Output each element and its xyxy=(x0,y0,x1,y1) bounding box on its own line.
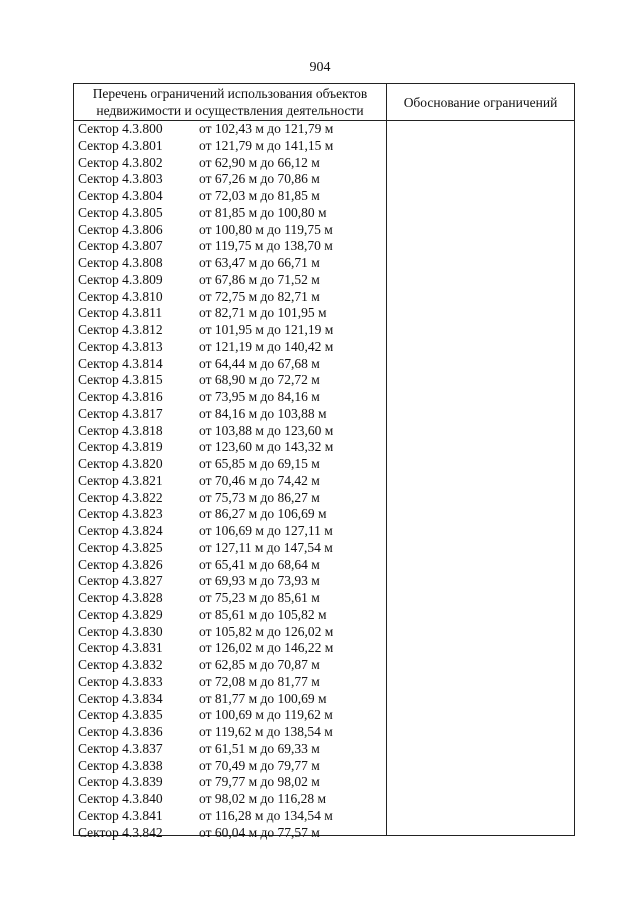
sector-name: Сектор 4.3.840 xyxy=(78,791,163,806)
table-row xyxy=(74,439,386,456)
sector-name: Сектор 4.3.807 xyxy=(78,238,163,254)
table-row xyxy=(74,473,386,490)
table-row xyxy=(74,423,386,440)
sector-name: Сектор 4.3.837 xyxy=(78,740,163,756)
table-row xyxy=(74,624,386,641)
sector-name: Сектор 4.3.842 xyxy=(78,824,163,840)
sector-range: от 101,95 м до 121,19 м xyxy=(199,322,334,337)
sector-range: от 105,82 м до 126,02 м xyxy=(199,623,334,639)
sector-range: от 116,28 м до 134,54 м xyxy=(199,807,333,823)
table-row xyxy=(74,456,386,473)
sector-name: Сектор 4.3.836 xyxy=(78,724,163,739)
table-header xyxy=(74,84,574,121)
table-row xyxy=(74,674,386,691)
table-row xyxy=(74,305,386,322)
table-body xyxy=(74,121,386,841)
table-row xyxy=(74,557,386,574)
table-row xyxy=(74,506,386,523)
sector-name: Сектор 4.3.820 xyxy=(78,456,163,471)
column-divider xyxy=(386,120,387,836)
sector-name: Сектор 4.3.818 xyxy=(78,422,163,438)
sector-name: Сектор 4.3.805 xyxy=(78,204,163,220)
table-row xyxy=(74,322,386,339)
sector-name: Сектор 4.3.839 xyxy=(78,774,163,790)
table-row xyxy=(74,707,386,724)
sector-name: Сектор 4.3.822 xyxy=(78,489,163,505)
sector-range: от 75,73 м до 86,27 м xyxy=(199,489,320,505)
sector-range: от 68,90 м до 72,72 м xyxy=(199,372,320,388)
table-row xyxy=(74,825,386,842)
sector-range: от 85,61 м до 105,82 м xyxy=(199,606,327,622)
restrictions-table xyxy=(73,83,575,840)
sector-range: от 72,08 м до 81,77 м xyxy=(199,673,320,689)
page-number: 904 xyxy=(309,60,331,75)
sector-name: Сектор 4.3.808 xyxy=(78,255,163,270)
sector-name: Сектор 4.3.830 xyxy=(78,623,163,639)
table-row xyxy=(74,205,386,222)
sector-range: от 119,75 м до 138,70 м xyxy=(199,238,333,254)
table-row xyxy=(74,238,386,255)
sector-range: от 62,85 м до 70,87 м xyxy=(199,657,320,672)
table-row xyxy=(74,791,386,808)
table-row xyxy=(74,356,386,373)
sector-name: Сектор 4.3.800 xyxy=(78,121,163,136)
table-row xyxy=(74,389,386,406)
sector-name: Сектор 4.3.804 xyxy=(78,188,163,203)
header-restrictions-list xyxy=(74,84,387,120)
header-left-line2: недвижимости и осуществления деятельности xyxy=(96,103,364,118)
table-row xyxy=(74,255,386,272)
sector-range: от 81,85 м до 100,80 м xyxy=(199,204,327,220)
sector-range: от 86,27 м до 106,69 м xyxy=(199,506,327,522)
sector-name: Сектор 4.3.815 xyxy=(78,372,163,388)
table-row xyxy=(74,640,386,657)
sector-range: от 63,47 м до 66,71 м xyxy=(199,255,320,270)
sector-range: от 67,86 м до 71,52 м xyxy=(199,271,320,287)
sector-range: от 61,51 м до 69,33 м xyxy=(199,740,320,756)
table-row xyxy=(74,607,386,624)
sector-name: Сектор 4.3.825 xyxy=(78,539,163,555)
sector-name: Сектор 4.3.841 xyxy=(78,807,163,823)
sector-name: Сектор 4.3.801 xyxy=(78,137,163,153)
table-row xyxy=(74,657,386,674)
sector-name: Сектор 4.3.835 xyxy=(78,707,163,723)
table-row xyxy=(74,540,386,557)
table-row xyxy=(74,155,386,172)
table-row xyxy=(74,774,386,791)
sector-name: Сектор 4.3.824 xyxy=(78,523,163,538)
sector-range: от 65,41 м до 68,64 м xyxy=(199,556,320,572)
sector-name: Сектор 4.3.827 xyxy=(78,573,163,589)
sector-name: Сектор 4.3.814 xyxy=(78,355,163,371)
sector-range: от 81,77 м до 100,69 м xyxy=(199,690,327,706)
table-row xyxy=(74,590,386,607)
sector-range: от 123,60 м до 143,32 м xyxy=(199,439,334,455)
table-row xyxy=(74,339,386,356)
table-row xyxy=(74,272,386,289)
sector-range: от 75,23 м до 85,61 м xyxy=(199,590,320,605)
sector-name: Сектор 4.3.832 xyxy=(78,657,163,672)
sector-name: Сектор 4.3.803 xyxy=(78,171,163,187)
sector-name: Сектор 4.3.823 xyxy=(78,506,163,522)
sector-range: от 69,93 м до 73,93 м xyxy=(199,573,320,589)
sector-name: Сектор 4.3.833 xyxy=(78,673,163,689)
sector-range: от 98,02 м до 116,28 м xyxy=(199,791,327,806)
sector-range: от 72,03 м до 81,85 м xyxy=(199,188,320,203)
sector-name: Сектор 4.3.809 xyxy=(78,271,163,287)
sector-range: от 64,44 м до 67,68 м xyxy=(199,355,320,371)
sector-range: от 121,79 м до 141,15 м xyxy=(199,137,334,153)
sector-range: от 100,69 м до 119,62 м xyxy=(199,707,333,723)
table-row xyxy=(74,724,386,741)
table-row xyxy=(74,573,386,590)
table-row xyxy=(74,372,386,389)
header-right-label: Обоснование ограничений xyxy=(403,94,558,110)
header-left-line1: Перечень ограничений использования объектов xyxy=(92,86,368,101)
sector-range: от 67,26 м до 70,86 м xyxy=(199,171,320,187)
sector-range: от 70,46 м до 74,42 м xyxy=(199,472,320,488)
sector-name: Сектор 4.3.826 xyxy=(78,556,163,572)
sector-range: от 126,02 м до 146,22 м xyxy=(199,640,334,656)
sector-range: от 65,85 м до 69,15 м xyxy=(199,456,320,471)
table-row xyxy=(74,171,386,188)
sector-name: Сектор 4.3.831 xyxy=(78,640,163,656)
sector-range: от 82,71 м до 101,95 м xyxy=(199,305,327,321)
sector-range: от 102,43 м до 121,79 м xyxy=(199,121,334,136)
sector-name: Сектор 4.3.810 xyxy=(78,288,163,304)
table-row xyxy=(74,691,386,708)
sector-name: Сектор 4.3.821 xyxy=(78,472,163,488)
table-row xyxy=(74,523,386,540)
header-justification xyxy=(387,84,574,120)
table-row xyxy=(74,222,386,239)
sector-name: Сектор 4.3.802 xyxy=(78,154,163,170)
sector-name: Сектор 4.3.813 xyxy=(78,338,163,354)
sector-range: от 79,77 м до 98,02 м xyxy=(199,774,320,790)
sector-range: от 103,88 м до 123,60 м xyxy=(199,422,334,438)
sector-name: Сектор 4.3.817 xyxy=(78,405,163,421)
table-row xyxy=(74,490,386,507)
table-row xyxy=(74,406,386,423)
sector-name: Сектор 4.3.834 xyxy=(78,690,163,706)
table-row xyxy=(74,121,386,138)
table-row xyxy=(74,188,386,205)
table-row xyxy=(74,758,386,775)
sector-name: Сектор 4.3.828 xyxy=(78,590,163,605)
sector-name: Сектор 4.3.816 xyxy=(78,389,163,404)
table-row xyxy=(74,138,386,155)
sector-name: Сектор 4.3.838 xyxy=(78,757,163,773)
sector-range: от 119,62 м до 138,54 м xyxy=(199,724,333,739)
sector-range: от 121,19 м до 140,42 м xyxy=(199,338,334,354)
table-row xyxy=(74,808,386,825)
sector-name: Сектор 4.3.829 xyxy=(78,606,163,622)
sector-range: от 62,90 м до 66,12 м xyxy=(199,154,320,170)
sector-range: от 72,75 м до 82,71 м xyxy=(199,288,320,304)
sector-range: от 100,80 м до 119,75 м xyxy=(199,221,333,237)
sector-name: Сектор 4.3.806 xyxy=(78,221,163,237)
sector-range: от 106,69 м до 127,11 м xyxy=(199,523,333,538)
sector-range: от 73,95 м до 84,16 м xyxy=(199,389,320,404)
sector-range: от 84,16 м до 103,88 м xyxy=(199,405,327,421)
sector-name: Сектор 4.3.811 xyxy=(78,305,163,321)
sector-name: Сектор 4.3.819 xyxy=(78,439,163,455)
table-row xyxy=(74,741,386,758)
table-row xyxy=(74,289,386,306)
sector-range: от 60,04 м до 77,57 м xyxy=(199,824,320,840)
sector-name: Сектор 4.3.812 xyxy=(78,322,163,337)
sector-range: от 127,11 м до 147,54 м xyxy=(199,539,333,555)
sector-range: от 70,49 м до 79,77 м xyxy=(199,757,320,773)
